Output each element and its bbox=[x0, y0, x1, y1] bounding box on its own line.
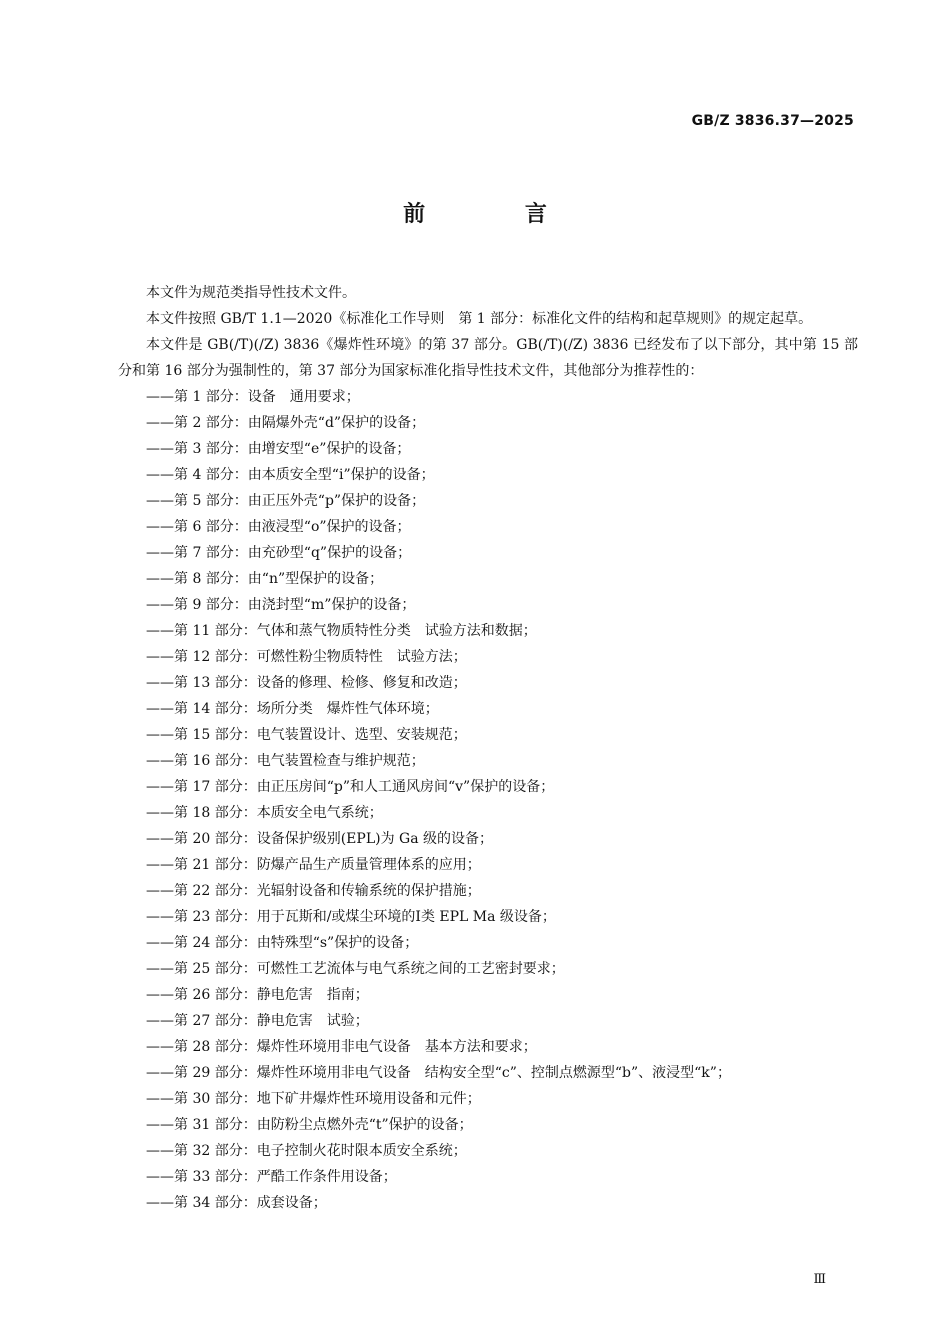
list-item: ——第 31 部分：由防粉尘点燃外壳“t”保护的设备； bbox=[146, 1117, 473, 1133]
list-item: ——第 18 部分：本质安全电气系统； bbox=[146, 805, 383, 821]
list-item: ——第 5 部分：由正压外壳“p”保护的设备； bbox=[146, 493, 426, 509]
list-item: ——第 32 部分：电子控制火花时限本质安全系统； bbox=[146, 1143, 467, 1159]
document-body bbox=[118, 280, 858, 1216]
list-item: ——第 25 部分：可燃性工艺流体与电气系统之间的工艺密封要求； bbox=[146, 961, 565, 977]
paragraph: 本文件按照 GB/T 1.1—2020《标准化工作导则 第 1 部分：标准化文件的结构和起草规则》的规定起草。 bbox=[146, 311, 813, 327]
list-item: ——第 33 部分：严酷工作条件用设备； bbox=[146, 1169, 397, 1185]
list-item: ——第 8 部分：由“n”型保护的设备； bbox=[146, 571, 384, 587]
list-item: ——第 3 部分：由增安型“e”保护的设备； bbox=[146, 441, 411, 457]
standard-code: GB/Z 3836.37—2025 bbox=[691, 113, 854, 129]
list-item: ——第 11 部分：气体和蒸气物质特性分类 试验方法和数据； bbox=[146, 623, 537, 639]
list-item: ——第 6 部分：由液浸型“o”保护的设备； bbox=[146, 519, 411, 535]
list-item: ——第 22 部分：光辐射设备和传输系统的保护措施； bbox=[146, 883, 481, 899]
list-item: ——第 13 部分：设备的修理、检修、修复和改造； bbox=[146, 675, 467, 691]
page-title: 前 言 bbox=[403, 202, 593, 227]
list-item: ——第 7 部分：由充砂型“q”保护的设备； bbox=[146, 545, 412, 561]
list-item: ——第 21 部分：防爆产品生产质量管理体系的应用； bbox=[146, 857, 481, 873]
list-item: ——第 15 部分：电气装置设计、选型、安装规范； bbox=[146, 727, 467, 743]
paragraph: 本文件为规范类指导性技术文件。 bbox=[146, 285, 356, 301]
list-item: ——第 9 部分：由浇封型“m”保护的设备； bbox=[146, 597, 416, 613]
list-item: ——第 12 部分：可燃性粉尘物质特性 试验方法； bbox=[146, 649, 467, 665]
list-item: ——第 28 部分：爆炸性环境用非电气设备 基本方法和要求； bbox=[146, 1039, 537, 1055]
page-number: Ⅲ bbox=[813, 1272, 826, 1287]
list-item: ——第 27 部分：静电危害 试验； bbox=[146, 1013, 369, 1029]
list-item: ——第 23 部分：用于瓦斯和/或煤尘环境的Ⅰ类 EPL Ma 级设备； bbox=[146, 909, 556, 925]
list-item: ——第 26 部分：静电危害 指南； bbox=[146, 987, 369, 1003]
list-item: ——第 16 部分：电气装置检查与维护规范； bbox=[146, 753, 425, 769]
list-item: ——第 29 部分：爆炸性环境用非电气设备 结构安全型“c”、控制点燃源型“b”、液浸型“k”； bbox=[146, 1065, 731, 1081]
paragraph: 本文件是 GB(/T)(/Z) 3836《爆炸性环境》的第 37 部分。GB(/T)(/Z) 3836 已经发布了以下部分，其中第 15 部分和第 16 部分为强制性的，第 37 部分为国家标准化指导性技术文件，其他部分为推荐性的： bbox=[118, 337, 858, 379]
list-item: ——第 17 部分：由正压房间“p”和人工通风房间“v”保护的设备； bbox=[146, 779, 555, 795]
list-item: ——第 4 部分：由本质安全型“i”保护的设备； bbox=[146, 467, 435, 483]
list-item: ——第 1 部分：设备 通用要求； bbox=[146, 389, 360, 405]
list-item: ——第 2 部分：由隔爆外壳“d”保护的设备； bbox=[146, 415, 426, 431]
parts-list bbox=[118, 384, 858, 1216]
list-item: ——第 30 部分：地下矿井爆炸性环境用设备和元件； bbox=[146, 1091, 481, 1107]
list-item: ——第 20 部分：设备保护级别(EPL)为 Ga 级的设备； bbox=[146, 831, 494, 847]
list-item: ——第 24 部分：由特殊型“s”保护的设备； bbox=[146, 935, 419, 951]
list-item: ——第 14 部分：场所分类 爆炸性气体环境； bbox=[146, 701, 439, 717]
list-item: ——第 34 部分：成套设备； bbox=[146, 1195, 327, 1211]
